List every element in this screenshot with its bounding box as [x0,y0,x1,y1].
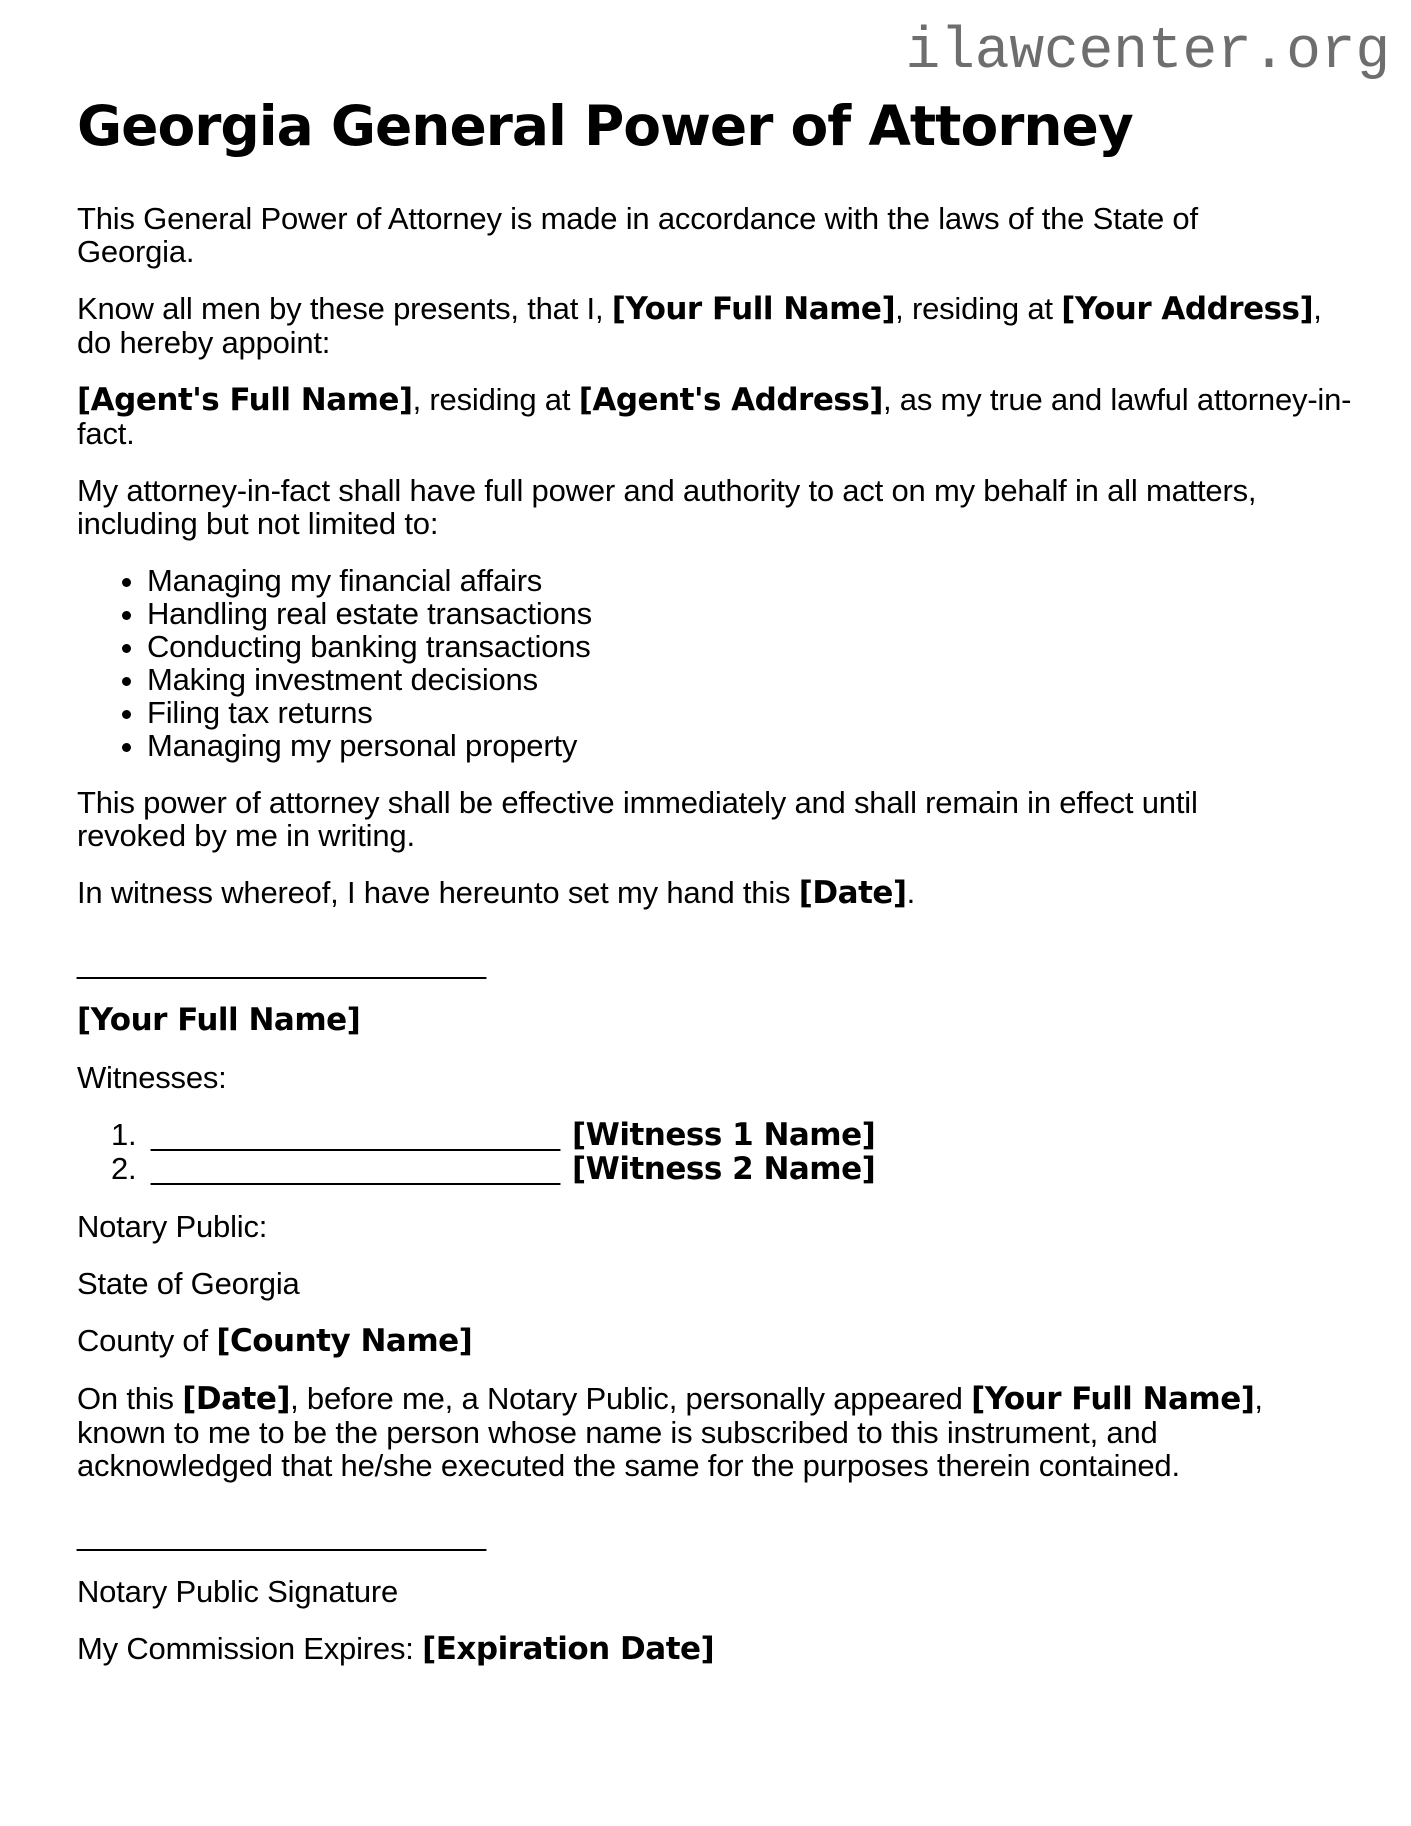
powers-list-item: • Conducting banking transactions [147,630,1334,663]
page-title: Georgia General Power of Attorney [77,94,1133,158]
notary-county: County of [County Name] [77,1323,473,1359]
notary-signature-label: Notary Public Signature [77,1574,399,1609]
principal-name [77,1003,1334,1037]
witness-list [77,1118,1334,1186]
witness-signature-line: ________________________ [151,1151,560,1186]
paragraph-effectiveness: This power of attorney shall be effective immediately and shall remain in effect until revoked by me in writing. [77,785,1198,853]
paragraph-agent: [Agent's Full Name], residing at [Agent's Address], as my true and lawful attorney-in- fact. [77,382,1352,451]
paragraph-powers-intro: My attorney-in-fact shall have full power and authority to act on my behalf in all matters, including but not limited to: [77,473,1257,541]
witnesses-label: Witnesses: [77,1060,227,1095]
notary-heading: Notary Public: [77,1209,268,1244]
witness-name-placeholder: [Witness 2 Name] [571,1151,876,1187]
powers-list [77,564,1334,762]
commission-line: My Commission Expires: [Expiration Date] [77,1631,715,1667]
powers-list-item: • Managing my financial affairs [147,564,1334,597]
paragraph-witness-clause: In witness whereof, I have hereunto set my hand this [Date]. [77,875,916,911]
powers-list-item: • Making investment decisions [147,663,1334,696]
notary-state: State of Georgia [77,1266,300,1301]
principal-signature-line: ________________________ [77,945,486,980]
paragraph-intro: This General Power of Attorney is made in accordance with the laws of the State of Georgia. [77,201,1198,269]
witness-signature-line: ________________________ [151,1117,560,1152]
witness-item [111,1118,1334,1152]
site-watermark: ilawcenter.org [905,20,1390,85]
principal-name-placeholder: [Your Full Name] [77,1002,361,1038]
powers-list-item: • Managing my personal property [147,729,1334,762]
powers-list-item: • Filing tax returns [147,696,1334,729]
witness-number: 2. [111,1151,137,1186]
powers-list-item: • Handling real estate transactions [147,597,1334,630]
paragraph-appointment: Know all men by these presents, that I, [Your Full Name], residing at [Your Address], do hereby appoint: [77,291,1322,360]
witness-name-placeholder: [Witness 1 Name] [571,1117,876,1153]
notary-acknowledgment: On this [Date], before me, a Notary Public, personally appeared [Your Full Name], known to me to be the person whose name is subscribed to this instrument, and acknowledged that he/she executed the same for the purposes therein contained. [77,1381,1263,1483]
witness-item [111,1152,1334,1186]
notary-signature-line: ________________________ [77,1517,486,1552]
witness-number: 1. [111,1117,137,1152]
